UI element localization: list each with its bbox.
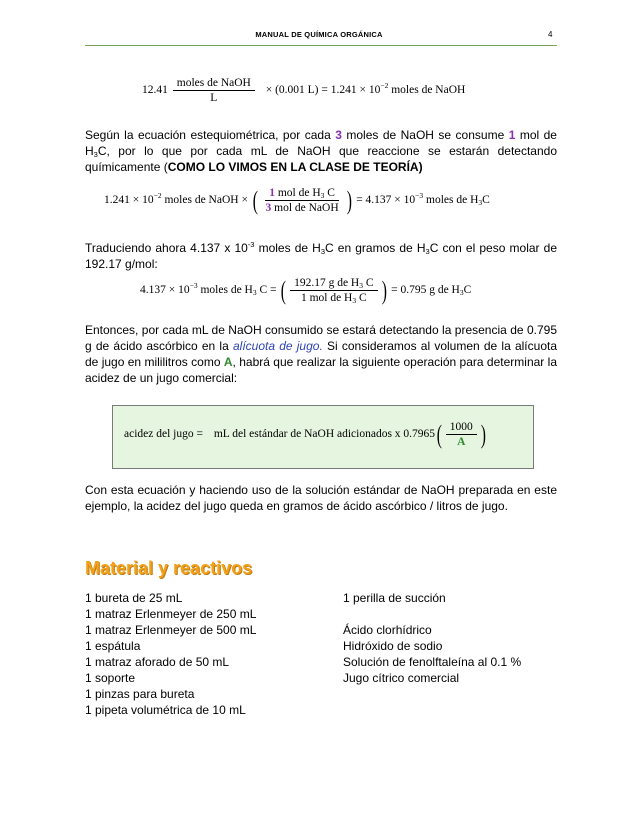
eq2-result-c: C — [482, 194, 490, 207]
p3-aliquot-term: alícuota de jugo. — [232, 339, 323, 353]
list-item: 1 matraz aforado de 50 mL — [85, 655, 230, 669]
page-number: 4 — [548, 30, 553, 39]
list-item — [343, 606, 521, 622]
eq2-num-sub: 3 — [320, 191, 325, 200]
list-item: 1 soporte — [85, 671, 136, 685]
equation-3 — [140, 276, 471, 305]
eq3-den-text: 1 mol de H — [300, 292, 353, 304]
p2-text-c: C en gramos de H — [325, 241, 426, 255]
p1-num-1: 1 — [508, 128, 516, 142]
eq3-lead-sub: 3 — [252, 288, 257, 298]
list-item: 1 perilla de succión — [343, 591, 446, 605]
paragraph-aliquot — [85, 322, 557, 386]
p1-text-a: Según la ecuación estequiométrica, por cada — [85, 128, 336, 142]
list-item: 1 pinzas para bureta — [85, 687, 195, 701]
formula-rhs: mL del estándar de NaOH adicionados x 0.7965 — [213, 428, 436, 441]
eq3-result-c: C — [463, 284, 472, 297]
eq2-num-text: mol de H — [274, 187, 321, 199]
eq3-result: = 0.795 g de H — [391, 284, 460, 297]
formula-den: A — [457, 436, 466, 448]
eq1-frac-den: L — [210, 92, 218, 104]
p3-variable-a: A — [223, 355, 233, 369]
eq3-num-c: C — [363, 277, 374, 289]
eq3-num-sub: 3 — [359, 281, 363, 290]
eq1-fraction — [173, 76, 255, 105]
p3-text-c: Si consideramos al volumen de la alícuota de jugo en mililitros como — [85, 339, 558, 369]
header-rule — [85, 45, 557, 46]
p1-sub: 3 — [93, 150, 98, 159]
p3-text-a: Entonces, por cada mL de NaOH consumido se estará detectando la presencia de 0.795 g de ácido ascórbico en la — [85, 323, 557, 353]
eq2-lead: 1.241 × 10 — [104, 194, 154, 207]
eq1-frac-num: moles de NaOH — [173, 76, 255, 91]
eq3-frac-num — [290, 276, 377, 291]
p2-sub2: 3 — [425, 247, 430, 256]
section-title: Material y reactivos — [85, 558, 253, 578]
list-item: 1 matraz Erlenmeyer de 500 mL — [85, 623, 257, 637]
p1-text-f: C, por lo que por cada mL de NaOH que reaccione se estarán detectando químicamente ( — [85, 144, 557, 174]
list-item: 1 matraz Erlenmeyer de 250 mL — [85, 607, 257, 621]
p2-text-a: Traduciendo ahora 4.137 x 10 — [85, 241, 248, 255]
p1-text-c: moles de NaOH se consume — [341, 128, 509, 142]
p3-text-e: , habrá que realizar la siguiente operación para determinar la acidez de un jugo comercial: — [85, 355, 557, 385]
p2-exp: -3 — [247, 240, 255, 249]
eq2-result-exp: −3 — [415, 191, 424, 201]
list-item: 1 espátula — [85, 639, 141, 653]
paragraph-stoichiometry — [85, 127, 557, 175]
list-item: 1 pipeta volumétrica de 10 mL — [85, 703, 246, 717]
eq2-lead-exp: −2 — [153, 191, 162, 201]
paragraph-conclusion: Con esta ecuación y haciendo uso de la solución estándar de NaOH preparada en este ejemplo, la acidez del jugo queda en gramos de ácido ascórbico / litros de jugo. — [85, 483, 557, 513]
eq2-num-c: C — [324, 187, 335, 199]
materials-list — [85, 590, 256, 718]
eq1-coef: 12.41 — [142, 84, 168, 97]
p2-sub1: 3 — [320, 247, 326, 256]
eq3-lead-exp: −3 — [189, 281, 198, 291]
equation-1 — [142, 76, 465, 105]
eq1-rest: × (0.001 L) = 1.241 × 10 — [265, 84, 381, 97]
formula-open-paren: ( — [436, 419, 442, 449]
eq2-open-paren: ( — [252, 185, 258, 215]
eq3-den-sub: 3 — [352, 296, 357, 305]
acidity-formula — [124, 420, 487, 449]
eq2-frac-num — [265, 186, 339, 201]
list-item: Hidróxido de sodio — [343, 639, 443, 653]
eq1-tail: moles de NaOH — [388, 84, 466, 97]
eq2-lead-tail: moles de NaOH × — [161, 194, 248, 207]
reagents-list — [343, 590, 521, 686]
p1-emphasis: COMO LO VIMOS EN LA CLASE DE TEORÍA) — [167, 160, 423, 174]
eq3-num-text: 192.17 g de H — [294, 277, 360, 289]
eq3-den-c: C — [356, 292, 367, 304]
list-item: Ácido clorhídrico — [343, 623, 432, 637]
eq3-result-sub: 3 — [459, 288, 464, 298]
eq2-close-paren: ) — [346, 185, 352, 215]
eq2-frac-den — [262, 201, 343, 215]
p2-text-d: C con el peso molar de 192.17 g/mol: — [85, 241, 557, 271]
eq2-den-text: mol de NaOH — [271, 202, 339, 214]
formula-close-paren: ) — [480, 419, 486, 449]
eq3-close-paren: ) — [381, 275, 387, 305]
running-header: MANUAL DE QUÍMICA ORGÁNICA — [255, 30, 383, 39]
eq3-lead-tail: moles de H — [197, 284, 253, 297]
eq3-lead: 4.137 × 10 — [140, 284, 190, 297]
list-item: 1 bureta de 25 mL — [85, 591, 183, 605]
eq2-result-tail: moles de H — [423, 194, 479, 207]
formula-lhs: acidez del jugo = — [124, 428, 203, 441]
formula-num: 1000 — [446, 420, 477, 435]
formula-fraction — [446, 420, 477, 449]
list-item: Solución de fenolftaleína al 0.1 % — [343, 655, 522, 669]
eq2-result: = 4.137 × 10 — [356, 194, 416, 207]
paragraph-conversion — [85, 240, 557, 272]
eq2-num-1: 1 — [269, 187, 275, 199]
eq3-lead-c: C = — [256, 284, 277, 297]
list-item: Jugo cítrico comercial — [343, 671, 460, 685]
eq3-frac-den — [297, 291, 371, 305]
eq1-exp: −2 — [380, 81, 389, 91]
p2-text-b: moles de H — [254, 241, 321, 255]
eq2-result-sub: 3 — [478, 198, 483, 208]
eq3-fraction — [290, 276, 377, 305]
p1-text-e: mol de H — [85, 128, 557, 158]
eq3-open-paren: ( — [281, 275, 287, 305]
equation-2 — [104, 186, 490, 215]
eq2-den-3: 3 — [265, 202, 272, 214]
eq2-fraction — [262, 186, 343, 215]
p1-num-3: 3 — [335, 128, 342, 142]
